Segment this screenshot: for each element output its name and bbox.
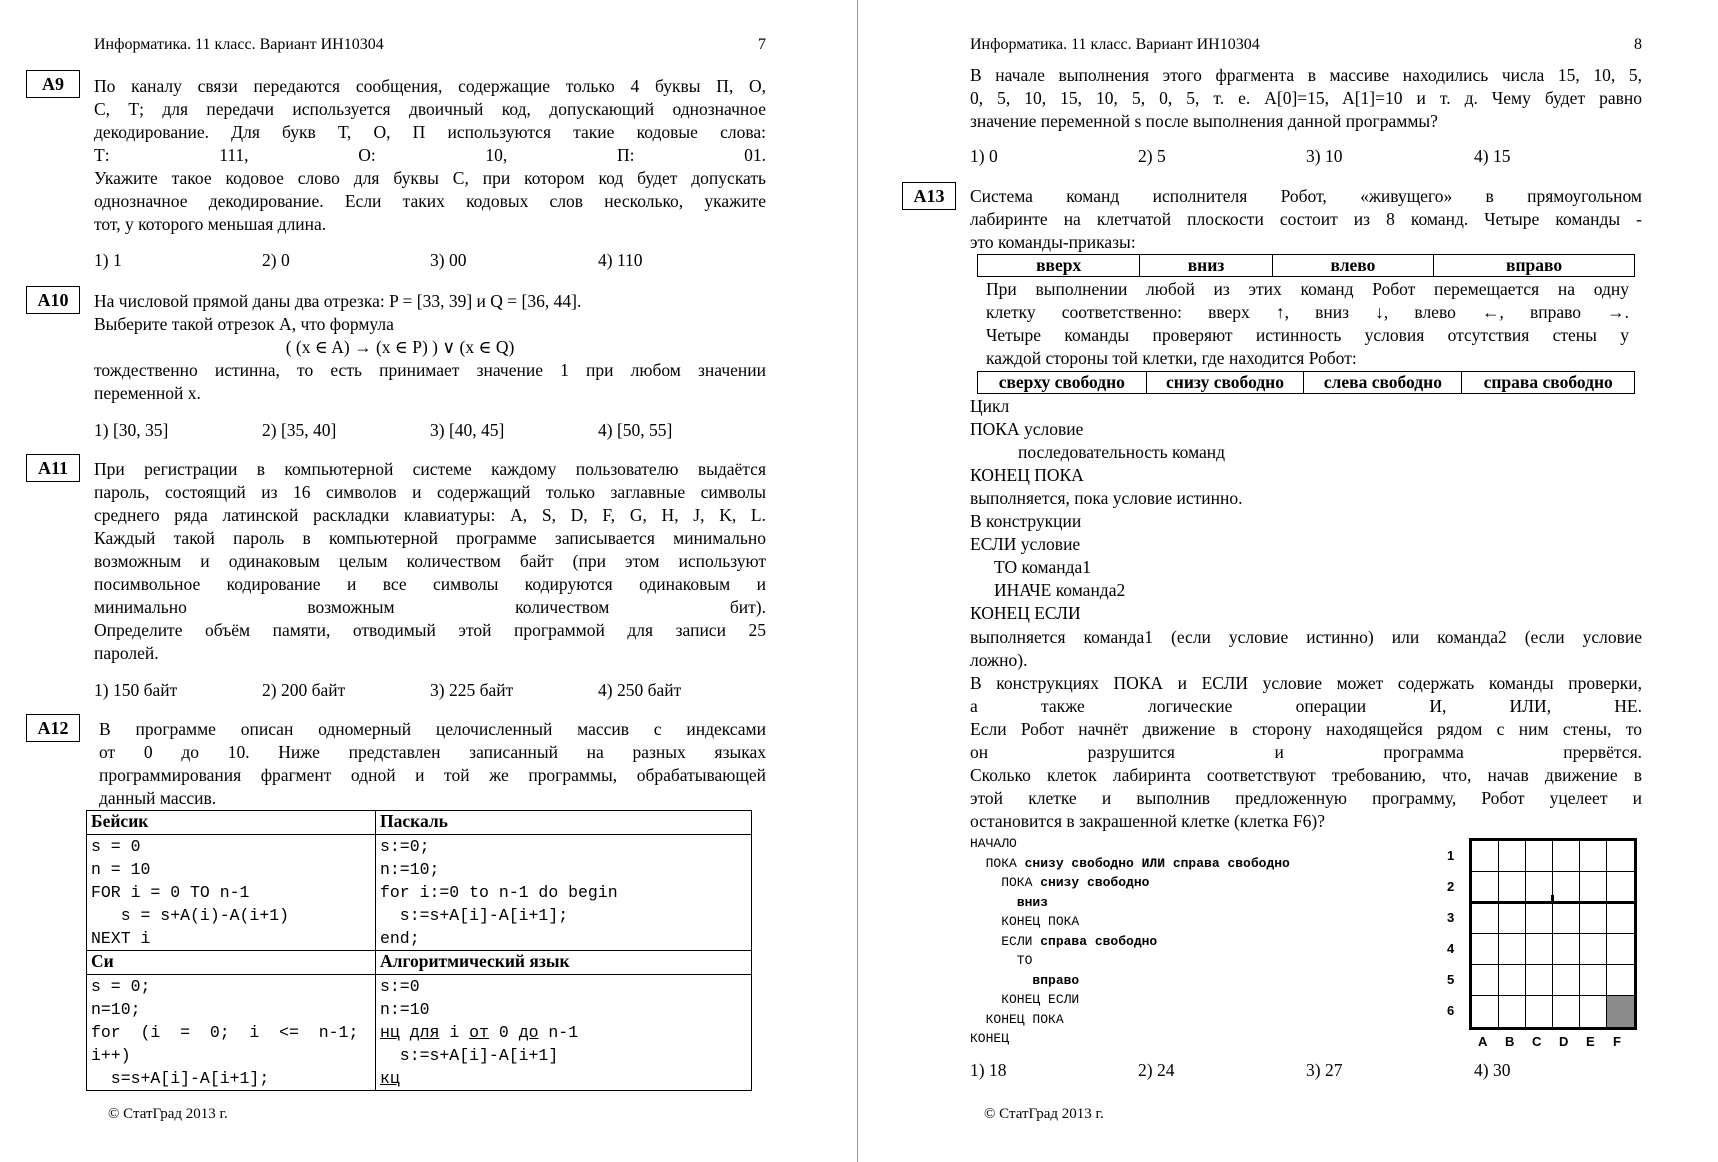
task-a12-continued-text: [970, 64, 1642, 133]
c-code-line: s = 0;: [91, 977, 151, 996]
a11-text-line: При регистрации в компьютерной системе каждому пользователю выдаётся: [94, 459, 766, 479]
task-a13-text-2: [986, 278, 1629, 370]
c-code-line: for (i = 0; i <= n-1;: [91, 1023, 359, 1042]
answer-option: 4) 15: [1474, 146, 1511, 166]
program-line: ТО: [970, 953, 1033, 968]
basic-header: Бейсик: [87, 811, 376, 835]
move-commands-table: [977, 254, 1635, 277]
a12-cont-text-line: В начале выполнения этого фрагмента в массиве находились числа 15, 10, 5,: [970, 65, 1642, 85]
basic-code-line: s = s+A(i)-A(i+1): [91, 906, 290, 925]
answer-option: 4) 110: [598, 250, 643, 270]
maze-cell: [1472, 841, 1499, 872]
a11-text-line: среднего ряда латинской раскладки клавиатуры: A, S, D, F, G, H, J, K, L.: [94, 505, 766, 525]
col-label: F: [1613, 1034, 1621, 1049]
move-command-cell: вниз: [1140, 255, 1272, 277]
alg-body-line: s:=s+A[i]-A[i+1]: [380, 1046, 559, 1065]
c-code-line: n=10;: [91, 1000, 141, 1019]
pascal-code-line: n:=10;: [380, 860, 440, 879]
maze-cell: [1580, 934, 1607, 965]
pascal-code-line: s:=0;: [380, 837, 430, 856]
answer-option: 3) 27: [1306, 1060, 1343, 1080]
left-page-header: Информатика. 11 класс. Вариант ИН10304: [94, 36, 384, 53]
cycle-text-line: КОНЕЦ ЕСЛИ: [970, 603, 1081, 623]
a13-text3-line: Если Робот начнёт движение в сторону находящейся рядом с ним стены, то: [970, 719, 1642, 739]
answer-option: 2) 24: [1138, 1060, 1175, 1080]
cycle-text-line: Цикл: [970, 396, 1010, 416]
maze-cell: [1607, 996, 1634, 1027]
maze-cell: [1607, 903, 1634, 934]
col-label: C: [1532, 1034, 1542, 1049]
a11-text-line: пароль, состоящий из 16 символов и содержащий только заглавные символы: [94, 482, 766, 502]
pascal-code-line: end;: [380, 929, 420, 948]
program-line: ПОКА снизу свободно ИЛИ справа свободно: [970, 855, 1290, 871]
maze-wall: [1551, 895, 1554, 903]
answer-option: 4) [50, 55]: [598, 420, 673, 440]
a11-text-line: посимвольное кодирование и все символы кодируются одинаковым и: [94, 574, 766, 594]
maze-cell: [1580, 965, 1607, 996]
task-tag-a12: A12: [26, 714, 80, 742]
maze-cell: [1526, 934, 1553, 965]
maze-cell: [1580, 841, 1607, 872]
maze-cell: [1553, 965, 1580, 996]
program-line: КОНЕЦ ПОКА: [970, 914, 1080, 929]
program-line: КОНЕЦ: [970, 1031, 1010, 1046]
alg-code-line: s:=0: [380, 977, 420, 996]
a9-text-line: тот, у которого меньшая длина.: [94, 214, 327, 234]
basic-code-line: NEXT i: [91, 929, 151, 948]
check-command-cell: сверху свободно: [978, 372, 1147, 394]
a10-text-line: На числовой прямой даны два отрезка: P = [33, 39] и Q = [36, 44].: [94, 291, 582, 311]
row-label: 4: [1447, 941, 1455, 956]
cycle-text-line: ЕСЛИ условие: [970, 534, 1081, 554]
answer-option: 3) 10: [1306, 146, 1343, 166]
program-line: НАЧАЛО: [970, 836, 1017, 851]
a9-text-line: По каналу связи передаются сообщения, содержащие только 4 буквы П, О,: [94, 76, 766, 96]
robot-program: [970, 834, 1290, 1049]
check-command-cell: слева свободно: [1304, 372, 1462, 394]
maze-cell: [1499, 903, 1526, 934]
maze-cell: [1472, 903, 1499, 934]
maze-cell: [1607, 872, 1634, 903]
a12-text-line: от 0 до 10. Ниже представлен записанный на разных языках: [99, 742, 766, 762]
maze-cell: [1499, 841, 1526, 872]
col-label: D: [1559, 1034, 1569, 1049]
a10-text-line: переменной х.: [94, 383, 201, 403]
program-line: вниз: [1016, 894, 1049, 910]
move-command-cell: вверх: [978, 255, 1140, 277]
a13-text2-line: каждой стороны той клетки, где находится Робот:: [986, 348, 1357, 368]
task-a13-cycle-text: [970, 395, 1642, 625]
page-divider: [857, 0, 858, 1162]
maze-cell: [1472, 965, 1499, 996]
maze-cell: [1472, 996, 1499, 1027]
answer-option: 3) [40, 45]: [430, 420, 505, 440]
cycle-text-line: выполняется, пока условие истинно.: [970, 488, 1243, 508]
program-line: вправо: [1032, 972, 1080, 988]
maze-cell: [1553, 872, 1580, 903]
right-footer: © СтатГрад 2013 г.: [984, 1106, 1104, 1122]
cycle-text-line: В конструкции: [970, 511, 1082, 531]
task-a10-options: [94, 420, 766, 441]
a9-text-line: Укажите такое кодовое слово для буквы С, при котором код будет допускать: [94, 168, 766, 188]
alg-code: [376, 975, 752, 1091]
a11-text-line: паролей.: [94, 643, 159, 663]
task-a11-text: [94, 458, 766, 665]
c-header: Си: [87, 951, 376, 975]
col-label: E: [1586, 1034, 1595, 1049]
maze-cell: [1472, 934, 1499, 965]
answer-option: 2) [35, 40]: [262, 420, 337, 440]
a11-text-line: возможным и одинаковым целым количеством байт (при этом используют: [94, 551, 766, 571]
maze-cell: [1607, 934, 1634, 965]
a9-text-line: С, Т; для передачи используется двоичный код, допускающий однозначное: [94, 99, 766, 119]
maze-board: [1469, 838, 1637, 1030]
maze-cell: [1526, 872, 1553, 903]
task-a13-text-3: [970, 626, 1642, 833]
alg-loop-line: нц для i от 0 до n-1: [380, 1023, 579, 1042]
task-tag-a9: A9: [26, 70, 80, 98]
task-tag-a10: A10: [26, 286, 80, 314]
a13-text2-line: При выполнении любой из этих команд Робот перемещается на одну: [986, 279, 1629, 299]
a13-text3-line: а также логические операции И, ИЛИ, НЕ.: [970, 696, 1642, 716]
right-page-number: 8: [1634, 36, 1642, 53]
row-label: 6: [1447, 1003, 1455, 1018]
maze-cell: [1553, 903, 1580, 934]
a13-text3-line: этой клетке и выполнив предложенную программу, Робот уцелеет и: [970, 788, 1642, 808]
a12-text-line: программирования фрагмент одной и той же программы, обрабатывающей: [99, 765, 766, 785]
task-a10-text: [94, 290, 766, 405]
basic-code-line: s = 0: [91, 837, 141, 856]
a11-text-line: минимально возможным количеством бит).: [94, 597, 766, 617]
maze-cell: [1580, 903, 1607, 934]
maze-cell: [1607, 965, 1634, 996]
a10-formula: ( (x ∈ A) → (x ∈ P) ) ∨ (x ∈ Q): [285, 337, 515, 357]
basic-code-line: n = 10: [91, 860, 151, 879]
answer-option: 3) 00: [430, 250, 467, 270]
a12-text-line: данный массив.: [99, 788, 217, 808]
cycle-text-line: последовательность команд: [1018, 442, 1226, 462]
pascal-code: [376, 835, 752, 951]
task-a13-options: [970, 1060, 1642, 1081]
col-label: A: [1478, 1034, 1488, 1049]
a13-text3-line: ложно).: [970, 650, 1028, 670]
pascal-code-line: s:=s+A[i]-A[i+1];: [380, 906, 569, 925]
answer-option: 1) 18: [970, 1060, 1007, 1080]
program-line: КОНЕЦ ЕСЛИ: [970, 992, 1080, 1007]
maze-cell: [1499, 996, 1526, 1027]
task-a12-text: [99, 718, 766, 810]
c-code-line: i++): [91, 1046, 131, 1065]
maze-cell: [1526, 996, 1553, 1027]
row-label: 2: [1447, 879, 1455, 894]
answer-option: 1) 1: [94, 250, 122, 270]
answer-option: 1) 0: [970, 146, 998, 166]
row-label: 5: [1447, 972, 1455, 987]
maze-cell: [1607, 841, 1634, 872]
answer-option: 2) 200 байт: [262, 680, 346, 700]
maze-cell: [1499, 965, 1526, 996]
task-a9-options: [94, 250, 766, 271]
answer-option: 4) 30: [1474, 1060, 1511, 1080]
maze-cell: [1472, 872, 1499, 903]
maze-cell: [1553, 841, 1580, 872]
a13-text2-line: Четыре команды проверяют истинность условия отсутствия стены у: [986, 325, 1629, 345]
program-line: ПОКА снизу свободно: [970, 875, 1150, 890]
row-label: 1: [1447, 848, 1455, 863]
a12-cont-text-line: 0, 5, 10, 15, 10, 5, 0, 5, т. е. A[0]=15, A[1]=10 и т. д. Чему будет равно: [970, 88, 1642, 108]
a13-text3-line: В конструкциях ПОКА и ЕСЛИ условие может содержать команды проверки,: [970, 673, 1642, 693]
cycle-text-line: ПОКА условие: [970, 419, 1084, 439]
left-page-number: 7: [758, 36, 766, 53]
maze-cell: [1580, 872, 1607, 903]
a13-text3-line: он разрушится и программа прервётся.: [970, 742, 1642, 762]
basic-code-line: FOR i = 0 TO n-1: [91, 883, 250, 902]
left-footer: © СтатГрад 2013 г.: [108, 1106, 228, 1122]
a10-text-line: тождественно истинна, то есть принимает значение 1 при любом значении: [94, 360, 766, 380]
a9-text-line: Т: 111, О: 10, П: 01.: [94, 145, 766, 165]
task-a11-options: [94, 680, 766, 701]
a13-text3-line: остановится в закрашенной клетке (клетка F6)?: [970, 811, 1325, 831]
answer-option: 4) 250 байт: [598, 680, 682, 700]
answer-option: 3) 225 байт: [430, 680, 514, 700]
a12-cont-text-line: значение переменной s после выполнения данной программы?: [970, 111, 1438, 131]
a11-text-line: Каждый такой пароль в компьютерной программе записывается минимально: [94, 528, 766, 548]
basic-code: [87, 835, 376, 951]
answer-option: 2) 5: [1138, 146, 1166, 166]
a13-text3-line: выполняется команда1 (если условие истинно) или команда2 (если условие: [970, 627, 1642, 647]
maze-cell: [1553, 996, 1580, 1027]
alg-code-line: n:=10: [380, 1000, 430, 1019]
program-line: ЕСЛИ справа свободно: [970, 933, 1158, 949]
c-code: [87, 975, 376, 1091]
maze-grid: [1447, 838, 1621, 1049]
check-command-cell: справа свободно: [1462, 372, 1635, 394]
task-a9-text: [94, 75, 766, 236]
check-commands-table: [977, 371, 1635, 394]
maze-cell: [1499, 934, 1526, 965]
answer-option: 1) [30, 35]: [94, 420, 169, 440]
code-table: [86, 810, 752, 1091]
alg-header: Алгоритмический язык: [376, 951, 752, 975]
maze-cell: [1526, 965, 1553, 996]
maze-cell: [1526, 903, 1553, 934]
check-command-cell: снизу свободно: [1146, 372, 1304, 394]
a13-text3-line: Сколько клеток лабиринта соответствуют требованию, что, начав движение в: [970, 765, 1642, 785]
task-tag-a13: A13: [902, 182, 956, 210]
move-command-cell: влево: [1272, 255, 1433, 277]
a13-text-line: лабиринте на клетчатой плоскости состоит из 8 команд. Четыре команды -: [970, 209, 1642, 229]
row-label: 3: [1447, 910, 1455, 925]
pascal-code-line: for i:=0 to n-1 do begin: [380, 883, 618, 902]
answer-option: 1) 150 байт: [94, 680, 178, 700]
maze-cell: [1499, 872, 1526, 903]
cycle-text-line: КОНЕЦ ПОКА: [970, 465, 1084, 485]
cycle-text-line: ТО команда1: [994, 557, 1092, 577]
maze-cell: [1553, 934, 1580, 965]
a13-text-line: это команды-приказы:: [970, 232, 1136, 252]
answer-option: 2) 0: [262, 250, 290, 270]
a9-text-line: декодирование. Для букв Т, О, П используются такие кодовые слова:: [94, 122, 766, 142]
a9-text-line: однозначное декодирование. Если таких кодовых слов несколько, укажите: [94, 191, 766, 211]
program-line: КОНЕЦ ПОКА: [970, 1011, 1064, 1027]
move-command-cell: вправо: [1434, 255, 1635, 277]
pascal-header: Паскаль: [376, 811, 752, 835]
right-page-header: Информатика. 11 класс. Вариант ИН10304: [970, 36, 1260, 53]
a11-text-line: Определите объём памяти, отводимый этой программой для записи 25: [94, 620, 766, 640]
alg-end-line: кц: [380, 1069, 400, 1088]
task-tag-a11: A11: [26, 454, 80, 482]
cycle-text-line: ИНАЧЕ команда2: [994, 580, 1126, 600]
task-a12-options: [970, 146, 1642, 167]
a10-text-line: Выберите такой отрезок A, что формула: [94, 314, 394, 334]
a13-text2-line: клетку соответственно: вверх ↑, вниз ↓, влево ←, вправо →.: [986, 302, 1629, 322]
a12-text-line: В программе описан одномерный целочисленный массив с индексами: [99, 719, 766, 739]
a13-text-line: Система команд исполнителя Робот, «живущего» в прямоугольном: [970, 186, 1642, 206]
c-code-line: s=s+A[i]-A[i+1];: [91, 1069, 270, 1088]
task-a13-text: [970, 185, 1642, 254]
maze-cell: [1580, 996, 1607, 1027]
col-label: B: [1505, 1034, 1515, 1049]
maze-cell: [1526, 841, 1553, 872]
